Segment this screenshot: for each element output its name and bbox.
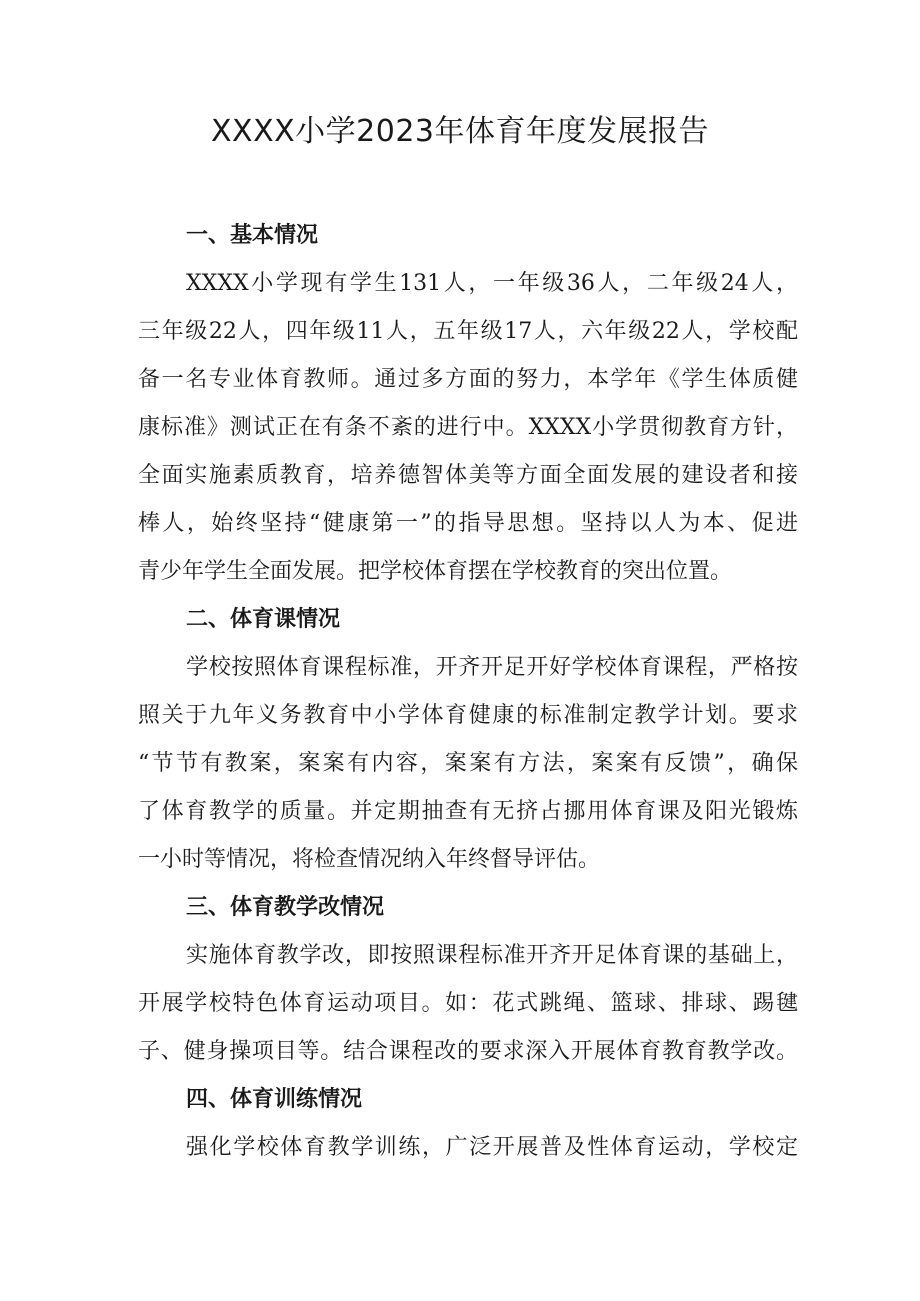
paragraph-line: 实施体育教学改，即按照课程标准开齐开足体育课的基础上， — [186, 943, 798, 968]
section-heading-teaching-reform: 三、体育教学改情况 — [186, 895, 385, 920]
paragraph-line: 强化学校体育教学训练，广泛开展普及性体育运动，学校定 — [186, 1135, 798, 1160]
paragraph-line: 康标准》测试正在有条不紊的进行中。XXXX小学贯彻教育方针， — [138, 415, 798, 440]
paragraph-line: 了体育教学的质量。并定期抽查有无挤占挪用体育课及阳光锻炼 — [138, 799, 798, 824]
section-heading-training: 四、体育训练情况 — [186, 1087, 363, 1112]
paragraph-line: 青少年学生全面发展。把学校体育摆在学校教育的突出位置。 — [138, 559, 733, 584]
document-title: XXXX小学2023年体育年度发展报告 — [210, 114, 710, 149]
paragraph-line: “节节有教案，案案有内容，案案有方法，案案有反馈”，确保 — [138, 751, 798, 776]
section-heading-pe-class: 二、体育课情况 — [186, 607, 341, 632]
paragraph-line: 开展学校特色体育运动项目。如：花式跳绳、篮球、排球、踢毽 — [138, 991, 798, 1016]
paragraph-line: 备一名专业体育教师。通过多方面的努力，本学年《学生体质健 — [138, 367, 798, 392]
paragraph-line: 一小时等情况，将检查情况纳入年终督导评估。 — [138, 847, 601, 872]
paragraph-line: XXXX小学现有学生131人，一年级36人，二年级24人， — [186, 271, 798, 296]
paragraph-line: 照关于九年义务教育中小学体育健康的标准制定教学计划。要求 — [138, 703, 798, 728]
paragraph-line: 学校按照体育课程标准，开齐开足开好学校体育课程，严格按 — [186, 655, 798, 680]
section-heading-basic-info: 一、基本情况 — [186, 223, 319, 248]
paragraph-line: 棒人，始终坚持“健康第一”的指导思想。坚持以人为本、促进 — [138, 511, 798, 536]
paragraph-line: 三年级22人，四年级11人，五年级17人，六年级22人，学校配 — [138, 319, 798, 344]
paragraph-line: 全面实施素质教育，培养德智体美等方面全面发展的建设者和接 — [138, 463, 798, 488]
paragraph-line: 子、健身操项目等。结合课程改的要求深入开展体育教育教学改。 — [138, 1039, 798, 1064]
